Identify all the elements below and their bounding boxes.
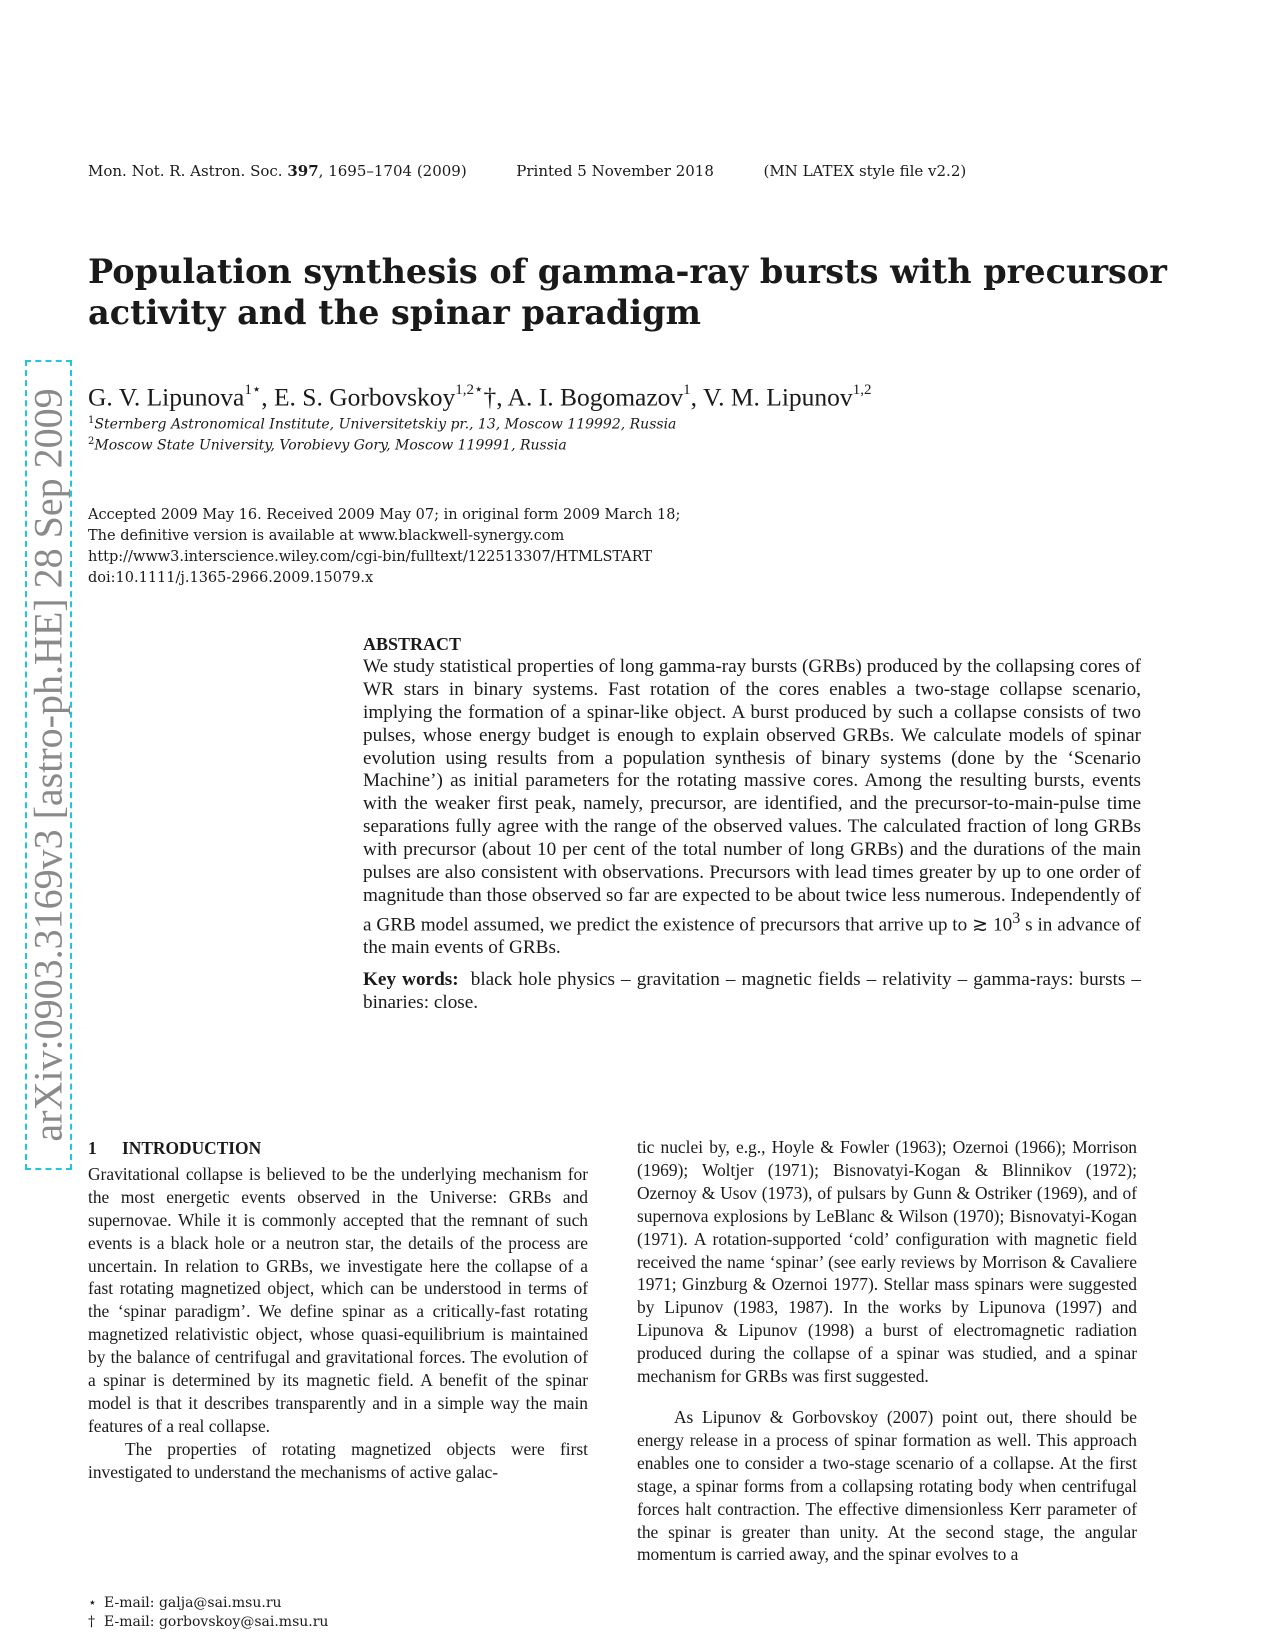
arxiv-identifier: arXiv:0903.3169v3 [astro-ph.HE] 28 Sep 2009 — [25, 388, 71, 1142]
section-title: INTRODUCTION — [122, 1138, 262, 1158]
style-file-note: (MN LATEX style file v2.2) — [763, 162, 967, 180]
paper-title: Population synthesis of gamma-ray bursts with precursor activity and the spinar paradigm — [88, 252, 1167, 332]
footnote-mark: ⋆ — [88, 1595, 97, 1611]
right-column — [637, 1136, 1137, 1566]
definitive-version-note: The definitive version is available at www.blackwell-synergy.com — [88, 528, 565, 544]
section-number: 1 — [88, 1138, 97, 1158]
affiliation-number: 2 — [88, 436, 95, 447]
intro-paragraph-1: Gravitational collapse is believed to be the underlying mechanism for the most energetic events observed in the Universe: GRBs and supernovae. While it is commonly accepted that the remnant of such events is a black hole or a neutron star, the details of the process are uncertain. In relation to GRBs, we investigate here the collapse of a fast rotating magnetized object, which can be understood in terms of the ‘spinar paradigm’. We define spinar as a critically-fast rotating magnetized relativistic object, whose quasi-equilibrium is maintained by the balance of centrifugal and gravitational forces. The evolution of a spinar is determined by its magnetic field. A benefit of the spinar model is that it describes transparently and in a simple way the main features of a real collapse. — [88, 1163, 588, 1436]
author-affiliation-mark: 1,2 — [852, 382, 872, 398]
journal-volume: 397 — [287, 162, 319, 180]
intro-paragraph-2: The properties of rotating magnetized objects were first investigated to understand the mechanisms of active galac- — [88, 1438, 588, 1482]
footnote — [88, 1613, 328, 1632]
left-column — [88, 1137, 588, 1484]
abstract-text-end: s in advance of the main events of GRBs. — [363, 914, 1141, 959]
affiliation-text: Moscow State University, Vorobievy Gory, Moscow 119991, Russia — [94, 437, 567, 454]
journal-pages: , 1695–1704 (2009) — [318, 162, 467, 180]
affiliation-text: Sternberg Astronomical Institute, Universitetskiy pr., 13, Moscow 119992, Russia — [94, 416, 677, 433]
keywords — [363, 969, 1141, 1015]
abstract-heading: ABSTRACT — [363, 634, 462, 654]
footnote-mark: † — [483, 382, 497, 412]
fulltext-url: http://www3.interscience.wiley.com/cgi-bin/fulltext/122513307/HTMLSTART — [88, 549, 653, 565]
author-name: , A. I. Bogomazov — [496, 382, 684, 412]
affiliation-1 — [88, 415, 676, 433]
footnote — [88, 1594, 328, 1613]
journal-prefix: Mon. Not. R. Astron. Soc. — [88, 162, 283, 180]
intro-paragraph-2-continued: tic nuclei by, e.g., Hoyle & Fowler (1963); Ozernoi (1966); Morrison (1969); Woltjer (1971); Bisnovatyi-Kogan & Blinnikov (1972); Ozernoy & Usov (1973), of pulsars by Gunn & Ostriker (1969), and of supernova explosions by LeBlanc & Wilson (1970); Bisnovatyi-Kogan (1971). A rotation-supported ‘cold’ configuration with magnetic field received the name ‘spinar’ (see early reviews by Morrison & Cavaliere 1971; Ginzburg & Ozernoi 1977). Stellar mass spinars were suggested by Lipunov (1983, 1987). In the works by Lipunova (1997) and Lipunova & Lipunov (1998) a burst of electromagnetic radiation produced during the collapse of a spinar was studied, and a spinar mechanism for GRBs was first suggested. — [637, 1137, 1137, 1387]
keywords-list: black hole physics – gravitation – magnetic fields – relativity – gamma-rays: bursts – binaries: close. — [363, 969, 1141, 1013]
author-name: G. V. Lipunova — [88, 382, 245, 412]
footnote-mark: † — [88, 1614, 95, 1630]
abstract — [363, 633, 1141, 1015]
abstract-body — [363, 656, 1141, 960]
keywords-label: Key words: — [363, 969, 459, 991]
footnote-text: E-mail: galja@sai.msu.ru — [104, 1595, 282, 1611]
section-heading — [88, 1137, 588, 1160]
author-name: , E. S. Gorbovskoy — [261, 382, 456, 412]
footnote-text: E-mail: gorbovskoy@sai.msu.ru — [104, 1614, 329, 1630]
footnotes — [88, 1594, 328, 1632]
affiliation-2 — [88, 436, 567, 454]
author-name: , V. M. Lipunov — [690, 382, 853, 412]
publication-info — [88, 505, 680, 589]
author-affiliation-mark: 1⋆ — [244, 382, 262, 398]
abstract-text: We study statistical properties of long gamma-ray bursts (GRBs) produced by the collapsing cores of WR stars in binary systems. Fast rotation of the cores enables a two-stage collapse scenario, implying the formation of a spinar-like object. A burst produced by such a collapse consists of two pulses, whose energy budget is enough to explain observed GRBs. We calculate models of spinar evolution using results from a population synthesis of binary systems (done by the ‘Scenario Machine’) as initial parameters for the rotating massive cores. Among the resulting bursts, events with the weaker first peak, namely, precursor, are identified, and the precursor-to-main-pulse time separations fully agree with the range of the observed values. The calculated fraction of long GRBs with precursor (about 10 per cent of the total number of long GRBs) and the durations of the main pulses are also consistent with observations. Precursors with lead times greater by up to one order of magnitude than those observed so far are expected to be about twice less numerous. Independently of a GRB model assumed, we predict the existence of precursors that arrive up to ≳ 10 — [363, 655, 1141, 936]
printed-date: Printed 5 November 2018 — [516, 162, 714, 180]
intro-paragraph-3: As Lipunov & Gorbovskoy (2007) point out, there should be energy release in a process of spinar formation as well. This approach enables one to consider a two-stage scenario of a collapse. At the first stage, a spinar forms from a collapsing rotating body when centrifugal forces halt contraction. The effective dimensionless Kerr parameter of the spinar is greater than unity. At the second stage, the angular momentum is carried away, and the spinar evolves to a — [637, 1406, 1137, 1565]
author-affiliation-mark: 1 — [683, 382, 691, 398]
doi: doi:10.1111/j.1365-2966.2009.15079.x — [88, 570, 374, 586]
author-list — [88, 382, 871, 413]
running-header — [88, 162, 966, 180]
received-dates: Accepted 2009 May 16. Received 2009 May 07; in original form 2009 March 18; — [88, 507, 681, 523]
author-affiliation-mark: 1,2⋆ — [455, 382, 484, 398]
affiliation-number: 1 — [88, 415, 95, 426]
abstract-exponent: 3 — [1012, 909, 1021, 927]
